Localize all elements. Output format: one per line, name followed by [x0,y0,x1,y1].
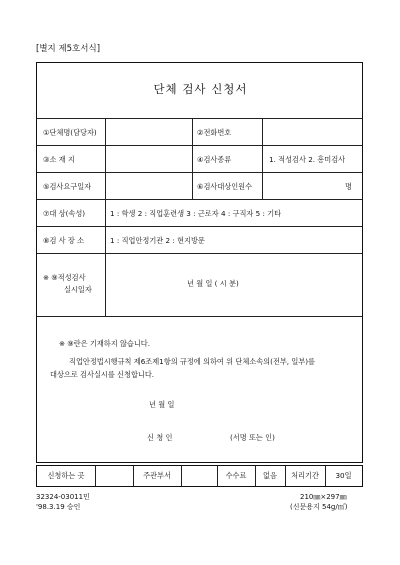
processing-info-bar [36,465,363,487]
category-value: 1 : 학생 2 : 직업훈련생 3 : 근로자 4 : 구직자 5 : 기타 [110,209,282,218]
location-value: 1 : 직업안정기관 2 : 현지방문 [110,236,205,245]
aptitude-label-line1: ※ ⑨적성검사 [43,273,86,282]
divider [37,316,362,317]
aptitude-label-line2: 실시일자 [64,285,92,294]
divider [37,253,362,254]
application-form [36,62,363,463]
application-date: 년 월 일 [149,400,175,409]
location-label: ⑧검 사 장 소 [43,236,85,245]
form-number: [별지 제5호서식] [36,44,101,54]
divider [181,466,182,486]
test-type-label: ④검사종류 [197,155,232,164]
divider [37,172,362,173]
paper-size: 210㎜×297㎜ [300,493,347,501]
divider [262,118,263,199]
signature-label: (서명 또는 인) [230,433,275,442]
participants-label: ⑥검사대상인원수 [197,182,253,191]
phone-label: ②전화번호 [197,128,232,137]
category-label: ⑦대 상(속성) [43,209,86,218]
notice-body-line1: 직업안정법시행규칙 제6조제1항의 규정에 의하여 위 단체소속의(전부, 일부)를 [69,357,315,366]
divider [37,145,362,146]
applicant-label: 신 청 인 [147,433,173,442]
fee-label: 수수료 [225,471,247,480]
dept-label: 주관부서 [143,471,171,480]
form-title: 단체 검사 신청서 [153,82,248,96]
group-name-label: ①단체명(담당자) [43,128,97,137]
divider [37,199,362,200]
address-label: ③소 재 지 [43,155,75,164]
period-value: 30일 [335,471,352,480]
notice-body-line2: 대상으로 검사실시를 신청합니다. [50,370,155,379]
divider [37,118,362,119]
aptitude-date-value: 년 월 일 ( 시 분) [187,279,239,288]
submit-to-label: 신청하는 곳 [47,471,85,480]
participants-unit: 명 [345,182,352,191]
divider [105,118,106,316]
divider [37,226,362,227]
notice-note: ※ ⑨란은 기재하지 않습니다. [59,339,151,348]
approval-date: '98.3.19 승인 [36,503,81,511]
form-code: 32324-03011민 [36,493,90,501]
period-label: 처리기간 [291,471,319,480]
fee-value: 없음 [263,471,277,480]
requested-date-label: ⑤검사요구일자 [43,182,92,191]
test-type-value: 1. 적성검사 2. 흥미검사 [269,155,346,164]
divider [192,118,193,199]
divider [95,466,96,486]
paper-type: (신문용지 54g/㎡) [290,503,348,511]
